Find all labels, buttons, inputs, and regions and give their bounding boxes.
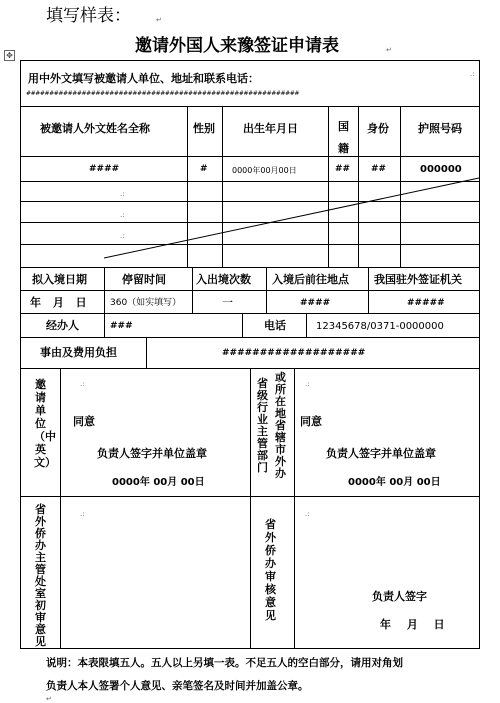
cell-entry-date: 年 月 日 [30,296,87,309]
cell-visa-office: ##### [407,298,445,308]
cell-stay-duration: 360（如实填写） [110,298,182,308]
return-mark: ↵ [156,16,162,24]
cell-mark: .: [120,190,125,198]
date-text-2: 0000年 00月 00日 [348,477,441,488]
authority-label-col1: 或所在地省辖市外办 [275,371,286,480]
reason-value: ################### [222,348,366,358]
note-line-2: 负责人本人签署个人意见、亲笔签名及时间并加盖公章。 [46,680,309,692]
header-gender: 性别 [193,122,215,135]
phone-value: 12345678/0371-0000000 [316,321,444,332]
handler-value: ### [110,321,133,331]
cell-identity: ## [371,164,387,174]
cell-destination: #### [300,298,331,308]
reason-label: 事由及费用负担 [40,346,117,359]
intro-value: ########################################################### [26,90,300,97]
agree-text-2: 同意 [300,415,322,428]
cell-mark: .: [470,70,475,78]
phone-label: 电话 [264,319,286,332]
table-move-handle-icon[interactable]: ✥ [4,50,15,61]
cell-foreign-name: #### [89,164,120,174]
sign-seal-text-1: 负责人签字并单位盖章 [97,447,207,460]
prelim-review-label: 省外侨办主管处室初审意见 [35,503,46,648]
header-visa-office: 我国驻外签证机关 [374,273,462,286]
review-label: 省外侨办审核意见 [265,518,276,622]
cell-mark: .: [305,380,310,388]
header-entry-count: 入出境次数 [196,273,251,286]
note-line-1: 说明：本表限填五人。五人以上另填一表。不足五人的空白部分，请用对角划 [46,657,403,669]
cell-mark: .: [120,211,125,219]
page-heading: 填写样表： [46,6,131,26]
header-entry-date: 拟入境日期 [32,273,87,286]
return-mark: ↵ [46,695,52,703]
header-birth-date: 出生年月日 [243,122,298,135]
header-identity: 身份 [367,122,389,135]
cell-mark: .: [80,510,85,518]
cell-entry-count: 一 [222,296,233,309]
handler-label: 经办人 [46,319,79,332]
form-title: 邀请外国人来豫签证申请表 [135,36,339,56]
cell-mark: .: [305,510,310,518]
agree-text-1: 同意 [73,415,95,428]
cell-passport: 000000 [420,164,462,175]
header-passport: 护照号码 [418,122,462,135]
cell-mark: .: [120,232,125,240]
cell-mark: .: [80,380,85,388]
date-text-1: 0000年 00月 00日 [112,477,205,488]
sign-seal-text-2: 负责人签字并单位盖章 [326,447,436,460]
cell-nationality: ## [335,164,351,174]
inviting-unit-label: 邀请单位（中英文） [34,378,56,469]
header-destination: 入境后前往地点 [272,273,349,286]
date-text-3: 年 月 日 [380,618,445,631]
cell-gender: # [200,164,208,174]
intro-label: 用中外文填写被邀请人单位、地址和联系电话： [28,72,259,85]
header-foreign-name: 被邀请人外文姓名全称 [40,122,150,135]
authority-label-col2: 省级行业主管部门 [257,377,268,474]
sign-text-3: 负责人签字 [372,590,427,603]
cell-birth-date: 0000年00月00日 [232,166,297,175]
return-mark: ↵ [386,46,392,54]
header-nationality: 国籍 [338,120,349,155]
header-stay-duration: 停留时间 [122,273,166,286]
